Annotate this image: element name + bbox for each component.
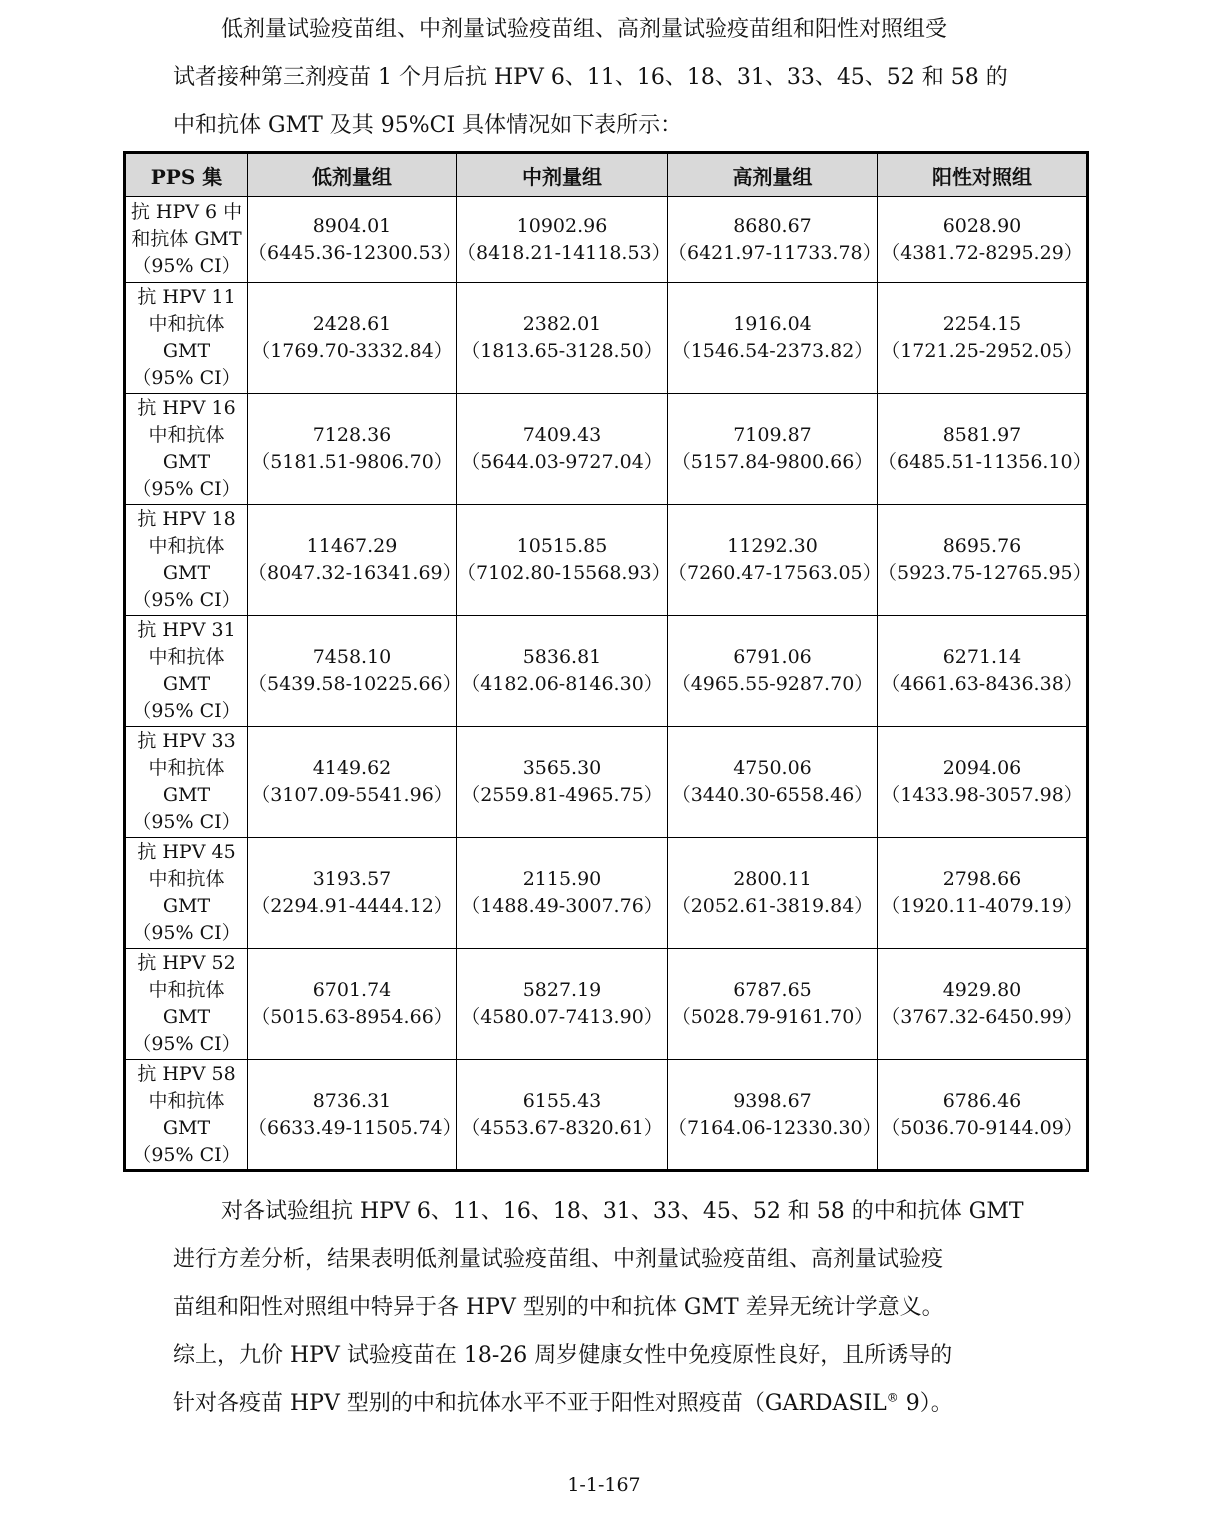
table-cell	[248, 838, 457, 949]
table-cell	[878, 197, 1088, 283]
table-cell	[457, 394, 668, 505]
table-row	[125, 394, 1088, 505]
gmt-value: 9398.67	[733, 1089, 812, 1112]
row-label-line: GMT	[162, 562, 211, 584]
row-label-line: 中和抗体	[148, 1089, 225, 1112]
table-cell	[248, 949, 457, 1060]
row-label	[125, 949, 248, 1060]
gmt-value: 3193.57	[312, 868, 392, 890]
ci-value: （1721.25-2952.05）	[881, 340, 1083, 362]
ci-value: （7102.80-15568.93）	[457, 562, 671, 584]
row-label-line: 抗 HPV 11	[137, 286, 236, 308]
gmt-value: 2382.01	[522, 313, 602, 335]
ci-value: （4965.55-9287.70）	[671, 673, 874, 695]
table-cell	[878, 616, 1088, 727]
table-cell	[248, 394, 457, 505]
row-label	[125, 727, 248, 838]
row-label-line: 抗 HPV 45	[137, 841, 236, 863]
gmt-value: 2094.06	[942, 757, 1022, 779]
row-label-line: （95% CI）	[132, 700, 241, 722]
table-cell	[878, 394, 1092, 505]
row-label-line: 和抗体 GMT	[131, 228, 242, 250]
row-label	[125, 838, 248, 949]
conclusion-line: 苗组和阳性对照组中特异于各 HPV 型别的中和抗体 GMT 差异无统计学意义。	[173, 1295, 944, 1320]
gmt-value: 5827.19	[522, 979, 602, 1001]
row-label-line: GMT	[162, 1116, 211, 1139]
table-cell	[248, 727, 457, 838]
ci-value: （2294.91-4444.12）	[251, 895, 453, 917]
row-label-line: （95% CI）	[132, 478, 241, 500]
conclusion-line-last	[173, 1380, 1035, 1428]
table-cell	[248, 616, 462, 727]
gmt-value: 6701.74	[312, 979, 392, 1001]
gmt-value: 3565.30	[522, 757, 602, 779]
page-number: 1-1-167	[567, 1474, 641, 1496]
table-cell	[668, 616, 878, 727]
table-cell	[668, 838, 878, 949]
gmt-value: 6028.90	[942, 214, 1022, 237]
table-cell	[457, 838, 668, 949]
row-label-line: （95% CI）	[132, 255, 241, 277]
header-positive-control: 阳性对照组	[878, 153, 1088, 197]
table-row	[125, 1060, 1088, 1171]
gmt-value: 7409.43	[522, 424, 602, 446]
row-label-line: 中和抗体	[148, 313, 225, 335]
row-label-line: 抗 HPV 33	[137, 730, 236, 752]
gmt-value: 2254.15	[942, 313, 1022, 335]
ci-value: （6633.49-11505.74）	[248, 1116, 462, 1139]
ci-value: （5015.63-8954.66）	[251, 1006, 453, 1028]
table-cell	[248, 283, 457, 394]
header-mid-dose: 中剂量组	[457, 153, 668, 197]
gmt-value: 4750.06	[733, 757, 812, 779]
table-row	[125, 283, 1088, 394]
ci-value: （5157.84-9800.66）	[671, 451, 874, 473]
ci-value: （1920.11-4079.19）	[881, 895, 1083, 917]
gmt-value: 11467.29	[306, 535, 398, 557]
gmt-value: 6786.46	[942, 1089, 1022, 1112]
row-label-line: 抗 HPV 31	[137, 619, 236, 641]
ci-value: （1488.49-3007.76）	[461, 895, 663, 917]
gmt-value: 1916.04	[733, 313, 812, 335]
row-label-line: 中和抗体	[148, 868, 225, 890]
ci-value: （4661.63-8436.38）	[881, 673, 1083, 695]
row-label-line: GMT	[162, 340, 211, 362]
row-label-line: 中和抗体	[148, 535, 225, 557]
table-cell	[457, 505, 671, 616]
conclusion-text: 针对各疫苗 HPV 型别的中和抗体水平不亚于阳性对照疫苗（GARDASIL	[173, 1391, 887, 1416]
gmt-value: 11292.30	[727, 535, 818, 557]
ci-value: （5923.75-12765.95）	[878, 562, 1092, 584]
row-label-line: GMT	[162, 895, 211, 917]
row-label	[125, 394, 248, 505]
ci-value: （1769.70-3332.84）	[251, 340, 453, 362]
table-cell	[878, 949, 1088, 1060]
table-header-row	[125, 153, 1088, 197]
ci-value: （6485.51-11356.10）	[878, 451, 1092, 473]
ci-value: （6421.97-11733.78）	[668, 241, 882, 264]
row-label-line: GMT	[162, 451, 211, 473]
row-label-line: GMT	[162, 673, 211, 695]
intro-line: 试者接种第三剂疫苗 1 个月后抗 HPV 6、11、16、18、31、33、45、52 和 58 的	[173, 65, 1008, 90]
row-label-line: 抗 HPV 52	[137, 952, 236, 974]
table-cell	[668, 1060, 882, 1171]
row-label	[125, 616, 248, 727]
ci-value: （4381.72-8295.29）	[881, 241, 1083, 264]
table-cell	[878, 505, 1092, 616]
row-label-line: 中和抗体	[148, 757, 225, 779]
table-cell	[248, 505, 462, 616]
ci-value: （8047.32-16341.69）	[248, 562, 462, 584]
table-cell	[457, 197, 671, 283]
ci-value: （1546.54-2373.82）	[671, 340, 874, 362]
gmt-value: 8904.01	[312, 214, 392, 237]
gmt-value: 10515.85	[516, 535, 608, 557]
gmt-value: 7458.10	[312, 646, 392, 668]
gmt-value: 6271.14	[942, 646, 1022, 668]
row-label	[125, 197, 248, 283]
table-cell	[457, 949, 668, 1060]
intro-line: 中和抗体 GMT 及其 95%CI 具体情况如下表所示：	[173, 113, 683, 138]
row-label	[125, 505, 248, 616]
table-row	[125, 838, 1088, 949]
ci-value: （1813.65-3128.50）	[461, 340, 663, 362]
gmt-value: 8695.76	[942, 535, 1022, 557]
gmt-value: 7128.36	[312, 424, 392, 446]
row-label-line: 抗 HPV 16	[137, 397, 236, 419]
table-cell	[457, 727, 668, 838]
row-label-line: 抗 HPV 58	[137, 1062, 236, 1085]
header-high-dose: 高剂量组	[668, 153, 878, 197]
gmt-value: 6155.43	[522, 1089, 602, 1112]
ci-value: （7260.47-17563.05）	[668, 562, 882, 584]
table-cell	[248, 197, 462, 283]
table-cell	[878, 1060, 1088, 1171]
table-cell	[878, 727, 1088, 838]
row-label-line: GMT	[162, 1006, 211, 1028]
ci-value: （3767.32-6450.99）	[881, 1006, 1083, 1028]
row-label	[125, 283, 248, 394]
row-label-line: （95% CI）	[132, 1143, 241, 1166]
gmt-value: 2428.61	[312, 313, 392, 335]
gmt-value: 6787.65	[733, 979, 812, 1001]
table-cell	[457, 1060, 668, 1171]
registered-mark: ®	[886, 1390, 899, 1405]
gmt-value: 6791.06	[733, 646, 812, 668]
gmt-value: 7109.87	[733, 424, 812, 446]
ci-value: （7164.06-12330.30）	[668, 1116, 882, 1139]
table-cell	[457, 616, 668, 727]
gmt-value: 8736.31	[312, 1089, 392, 1112]
intro-line: 低剂量试验疫苗组、中剂量试验疫苗组、高剂量试验疫苗组和阳性对照组受	[221, 17, 948, 42]
gmt-value: 8680.67	[733, 214, 812, 237]
row-label-line: 抗 HPV 6 中	[130, 201, 243, 223]
row-label-line: GMT	[162, 784, 211, 806]
row-label-line: （95% CI）	[132, 1033, 241, 1055]
ci-value: （5028.79-9161.70）	[671, 1006, 874, 1028]
gmt-value: 4929.80	[942, 979, 1022, 1001]
ci-value: （3440.30-6558.46）	[671, 784, 874, 806]
conclusion-text: 9）。	[898, 1391, 953, 1416]
header-pps: PPS 集	[125, 153, 248, 197]
gmt-value: 2800.11	[733, 868, 812, 890]
table-cell	[457, 283, 668, 394]
gmt-value: 8581.97	[942, 424, 1022, 446]
row-label	[125, 1060, 248, 1171]
table-cell	[878, 283, 1088, 394]
row-label-line: 中和抗体	[148, 979, 225, 1001]
table-cell	[668, 505, 882, 616]
table-cell	[878, 838, 1088, 949]
table-row	[125, 727, 1088, 838]
table-row	[125, 949, 1088, 1060]
gmt-value: 2798.66	[942, 868, 1022, 890]
row-label-line: 中和抗体	[148, 646, 225, 668]
gmt-value: 2115.90	[522, 868, 602, 890]
table-cell	[668, 949, 878, 1060]
gmt-value: 5836.81	[522, 646, 602, 668]
ci-value: （4182.06-8146.30）	[461, 673, 663, 695]
table-cell	[668, 197, 882, 283]
ci-value: （5036.70-9144.09）	[881, 1116, 1083, 1139]
ci-value: （2052.61-3819.84）	[671, 895, 874, 917]
table-cell	[668, 394, 878, 505]
row-label-line: 抗 HPV 18	[137, 508, 236, 530]
gmt-value: 10902.96	[516, 214, 608, 237]
ci-value: （1433.98-3057.98）	[881, 784, 1083, 806]
ci-value: （5439.58-10225.66）	[248, 673, 462, 695]
row-label-line: （95% CI）	[132, 589, 241, 611]
conclusion-line: 对各试验组抗 HPV 6、11、16、18、31、33、45、52 和 58 的中和抗体 GMT	[221, 1199, 1024, 1224]
header-low-dose: 低剂量组	[248, 153, 457, 197]
intro-paragraph	[173, 6, 1035, 150]
row-label-line: 中和抗体	[148, 424, 225, 446]
row-label-line: （95% CI）	[132, 922, 241, 944]
ci-value: （8418.21-14118.53）	[457, 241, 671, 264]
ci-value: （4580.07-7413.90）	[461, 1006, 663, 1028]
conclusion-paragraph	[173, 1188, 1035, 1428]
conclusion-line: 综上，九价 HPV 试验疫苗在 18-26 周岁健康女性中免疫原性良好，且所诱导的	[173, 1343, 953, 1368]
ci-value: （4553.67-8320.61）	[461, 1116, 663, 1139]
ci-value: （5181.51-9806.70）	[251, 451, 453, 473]
table-cell	[668, 727, 878, 838]
ci-value: （3107.09-5541.96）	[251, 784, 453, 806]
table-row	[125, 505, 1088, 616]
row-label-line: （95% CI）	[132, 811, 241, 833]
table-row	[125, 197, 1088, 283]
table-cell	[248, 1060, 462, 1171]
table-row	[125, 616, 1088, 727]
ci-value: （2559.81-4965.75）	[461, 784, 663, 806]
row-label-line: （95% CI）	[132, 367, 241, 389]
conclusion-line: 进行方差分析，结果表明低剂量试验疫苗组、中剂量试验疫苗组、高剂量试验疫	[173, 1247, 944, 1272]
ci-value: （5644.03-9727.04）	[461, 451, 663, 473]
gmt-value: 4149.62	[312, 757, 392, 779]
gmt-table	[123, 151, 1092, 1172]
table-cell	[668, 283, 878, 394]
ci-value: （6445.36-12300.53）	[248, 241, 462, 264]
